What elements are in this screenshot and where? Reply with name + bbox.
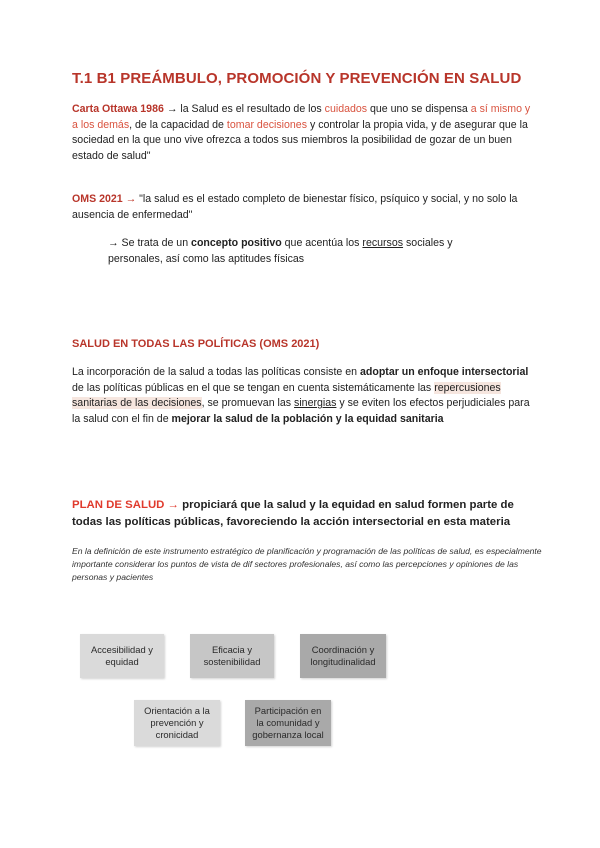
plan-paragraph [72, 497, 542, 531]
sp-highlight-repercusiones: repercusiones sanitarias de las decisiones [72, 381, 501, 410]
sp-text-3: de las políticas públicas en el que se tengan en cuenta sistemáticamente las [72, 381, 432, 394]
ottawa-label: Carta Ottawa 1986 [72, 103, 164, 115]
sp-text-5: , se promuevan las [201, 397, 292, 410]
oms-sub-mid: que acentúa los [284, 237, 360, 249]
sp-bold-mejorar: mejorar la salud de la población y la equidad sanitaria [171, 412, 444, 425]
sp-text-7: y se eviten los efectos perjudiciales para la salud con el fin de [72, 397, 530, 425]
oms-sub-underlined: recursos [362, 237, 404, 249]
plan-italic-note: En la definición de este instrumento estratégico de planificación y programación de las políticas de salud, es especialmente importante considerar los puntos de vista de dif sectores profesionales, así como las percepciones y opiniones de las personas y pacientes [72, 546, 542, 582]
section-heading-salud-politicas: SALUD EN TODAS LAS POLÍTICAS (OMS 2021) [72, 338, 320, 350]
oms-label: OMS 2021 [72, 193, 123, 205]
oms-subpoint [108, 236, 508, 267]
oms-paragraph [72, 192, 534, 223]
box-orientacion: Orientación a la prevención y cronicidad [134, 700, 220, 746]
ottawa-cuidados: cuidados [324, 103, 368, 115]
ottawa-paragraph [72, 102, 534, 164]
ottawa-text-1: la Salud es el resultado de los [180, 103, 322, 115]
box-accesibilidad: Accesibilidad y equidad [80, 634, 164, 678]
ottawa-text-5: , de la capacidad de [129, 118, 224, 131]
oms-sub-prefix: → Se trata de un [108, 237, 189, 249]
box-eficacia: Eficacia y sostenibilidad [190, 634, 274, 678]
box-coordinacion: Coordinación y longitudinalidad [300, 634, 386, 678]
box-participacion: Participación en la comunidad y gobernanza local [245, 700, 331, 746]
salud-politicas-paragraph [72, 365, 534, 427]
ottawa-arrow: → [166, 103, 178, 115]
oms-sub-end: sociales y personales, así como las aptitudes físicas [108, 237, 453, 265]
page-title: T.1 B1 PREÁMBULO, PROMOCIÓN Y PREVENCIÓN EN SALUD [72, 70, 522, 87]
ottawa-text-3: que uno se dispensa [370, 103, 468, 115]
ottawa-text-7: y controlar la propia vida, y de asegurar que la sociedad en la que uno vive ofrezca a todos sus miembros la posibilidad de gozar de un buen estado de salud" [72, 118, 528, 162]
sp-bold-enfoque: adoptar un enfoque intersectorial [359, 366, 529, 378]
sp-sinergias: sinergias [294, 397, 337, 410]
ottawa-a-si-mismo: a sí mismo y a los demás [72, 103, 531, 131]
ottawa-tomar-decisiones: tomar decisiones [226, 118, 307, 131]
plan-label: PLAN DE SALUD → [72, 499, 179, 511]
plan-text: propiciará que la salud y la equidad en salud formen parte de todas las políticas públicas, favoreciendo la acción intersectorial en esta materia [72, 499, 514, 528]
oms-sub-bold: concepto positivo [191, 237, 282, 249]
sp-text-1: La incorporación de la salud a todas las políticas consiste en [72, 366, 358, 378]
oms-arrow: → [125, 193, 137, 205]
oms-quote: "la salud es el estado completo de bienestar físico, psíquico y social, y no solo la ausencia de enfermedad" [72, 193, 518, 221]
